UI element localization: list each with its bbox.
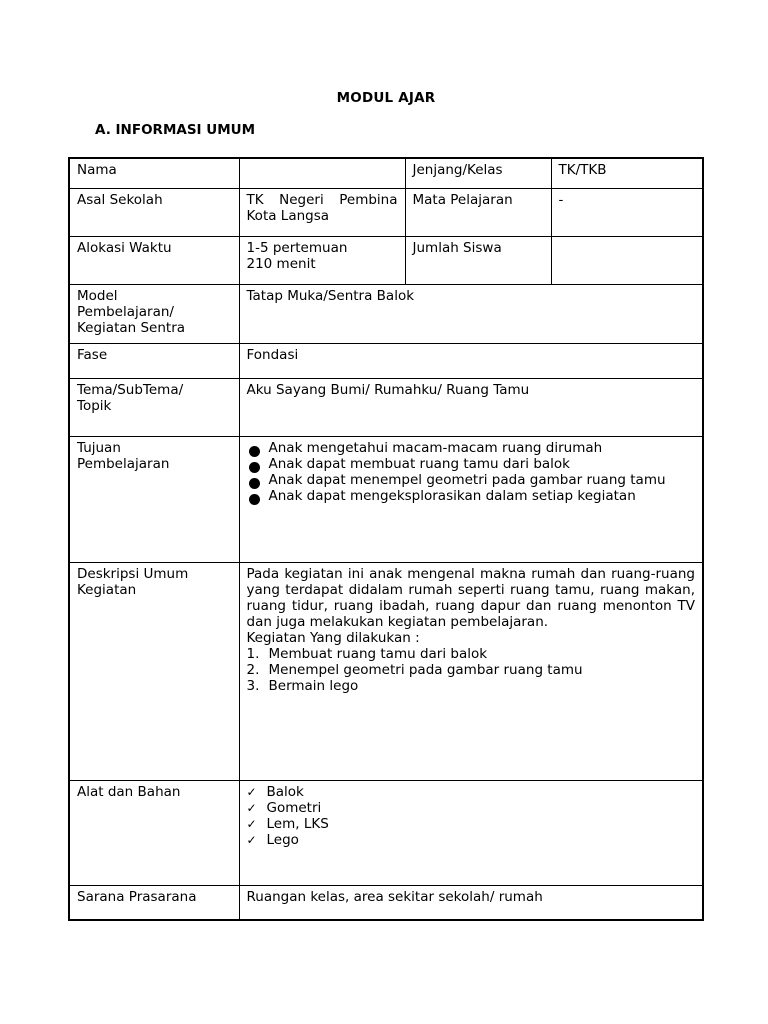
bullet-icon	[249, 494, 260, 505]
label-fase: Fase	[69, 344, 239, 379]
row-alat-bahan	[69, 781, 703, 886]
row-sarana-prasarana	[69, 886, 703, 921]
label-asal-sekolah: Asal Sekolah	[69, 189, 239, 237]
list-item: Anak dapat mengeksplorasikan dalam setiap kegiatan	[247, 488, 696, 504]
label-tujuan-line1: Tujuan	[77, 440, 121, 456]
value-jenjang-kelas: TK/TKB	[551, 158, 703, 189]
kegiatan-list	[247, 646, 696, 694]
row-fase	[69, 344, 703, 379]
label-tujuan-pembelajaran	[69, 437, 239, 563]
value-model-pembelajaran: Tatap Muka/Sentra Balok	[239, 285, 703, 344]
deskripsi-paragraph: Pada kegiatan ini anak mengenal makna rumah dan ruang-ruang yang terdapat didalam rumah seperti ruang tamu, ruang makan, ruang tidur, ruang ibadah, ruang dapur dan ruang menonton TV dan juga melakukan kegiatan pembelajaran.	[246, 566, 695, 630]
list-item: Anak dapat menempel geometri pada gambar ruang tamu	[247, 472, 696, 488]
label-alokasi-waktu: Alokasi Waktu	[69, 237, 239, 285]
section-title: A. INFORMASI UMUM	[95, 122, 256, 138]
value-alokasi-menit: 210 menit	[246, 256, 316, 272]
value-mata-pelajaran: -	[551, 189, 703, 237]
row-deskripsi-umum	[69, 563, 703, 781]
value-asal-sekolah: TK Negeri Pembina Kota Langsa	[239, 189, 405, 237]
label-jenjang-kelas: Jenjang/Kelas	[405, 158, 551, 189]
value-deskripsi-umum	[239, 563, 703, 781]
label-model-line3: Kegiatan Sentra	[77, 320, 186, 336]
value-fase: Fondasi	[239, 344, 703, 379]
check-icon: ✓	[246, 785, 257, 799]
label-tema-line1: Tema/SubTema/	[77, 382, 184, 398]
label-model-pembelajaran	[69, 285, 239, 344]
information-table	[68, 157, 704, 921]
list-item: Anak mengetahui macam-macam ruang dirumah	[247, 440, 696, 456]
label-alat-bahan: Alat dan Bahan	[69, 781, 239, 886]
check-icon: ✓	[246, 833, 257, 847]
list-item: ✓ Balok	[246, 784, 304, 800]
label-mata-pelajaran: Mata Pelajaran	[405, 189, 551, 237]
list-item: ✓ Lem, LKS	[246, 816, 329, 832]
label-jumlah-siswa: Jumlah Siswa	[405, 237, 551, 285]
value-tema: Aku Sayang Bumi/ Rumahku/ Ruang Tamu	[239, 379, 703, 437]
tujuan-list	[247, 440, 696, 504]
value-alokasi-pertemuan: 1-5 pertemuan	[246, 240, 348, 256]
list-item: 2. Menempel geometri pada gambar ruang tamu	[246, 662, 583, 678]
label-tujuan-line2: Pembelajaran	[77, 456, 170, 472]
check-icon: ✓	[246, 801, 257, 815]
label-nama: Nama	[69, 158, 239, 189]
list-item: ✓ Gometri	[246, 800, 322, 816]
label-model-line2: Pembelajaran/	[77, 304, 174, 320]
row-tujuan-pembelajaran	[69, 437, 703, 563]
label-deskripsi-line1: Deskripsi Umum	[77, 566, 189, 582]
list-item: ✓ Lego	[246, 832, 299, 848]
alat-list	[247, 784, 696, 848]
list-item: 3. Bermain lego	[246, 678, 359, 694]
row-alokasi-waktu	[69, 237, 703, 285]
label-sarana-prasarana: Sarana Prasarana	[69, 886, 239, 921]
value-tujuan-pembelajaran	[239, 437, 703, 563]
label-deskripsi-umum	[69, 563, 239, 781]
row-tema	[69, 379, 703, 437]
label-tema-line2: Topik	[77, 398, 112, 414]
value-nama	[239, 158, 405, 189]
value-alat-bahan	[239, 781, 703, 886]
value-jumlah-siswa	[551, 237, 703, 285]
document-title: MODUL AJAR	[336, 90, 436, 106]
row-nama	[69, 158, 703, 189]
value-sarana-prasarana: Ruangan kelas, area sekitar sekolah/ rumah	[239, 886, 703, 921]
row-model-pembelajaran	[69, 285, 703, 344]
check-icon: ✓	[246, 817, 257, 831]
kegiatan-heading: Kegiatan Yang dilakukan :	[246, 630, 420, 646]
label-deskripsi-line2: Kegiatan	[77, 582, 137, 598]
list-item: Anak dapat membuat ruang tamu dari balok	[247, 456, 696, 472]
value-alokasi-waktu	[239, 237, 405, 285]
row-asal-sekolah	[69, 189, 703, 237]
label-tema	[69, 379, 239, 437]
label-model-line1: Model	[77, 288, 118, 304]
list-item: 1. Membuat ruang tamu dari balok	[246, 646, 488, 662]
